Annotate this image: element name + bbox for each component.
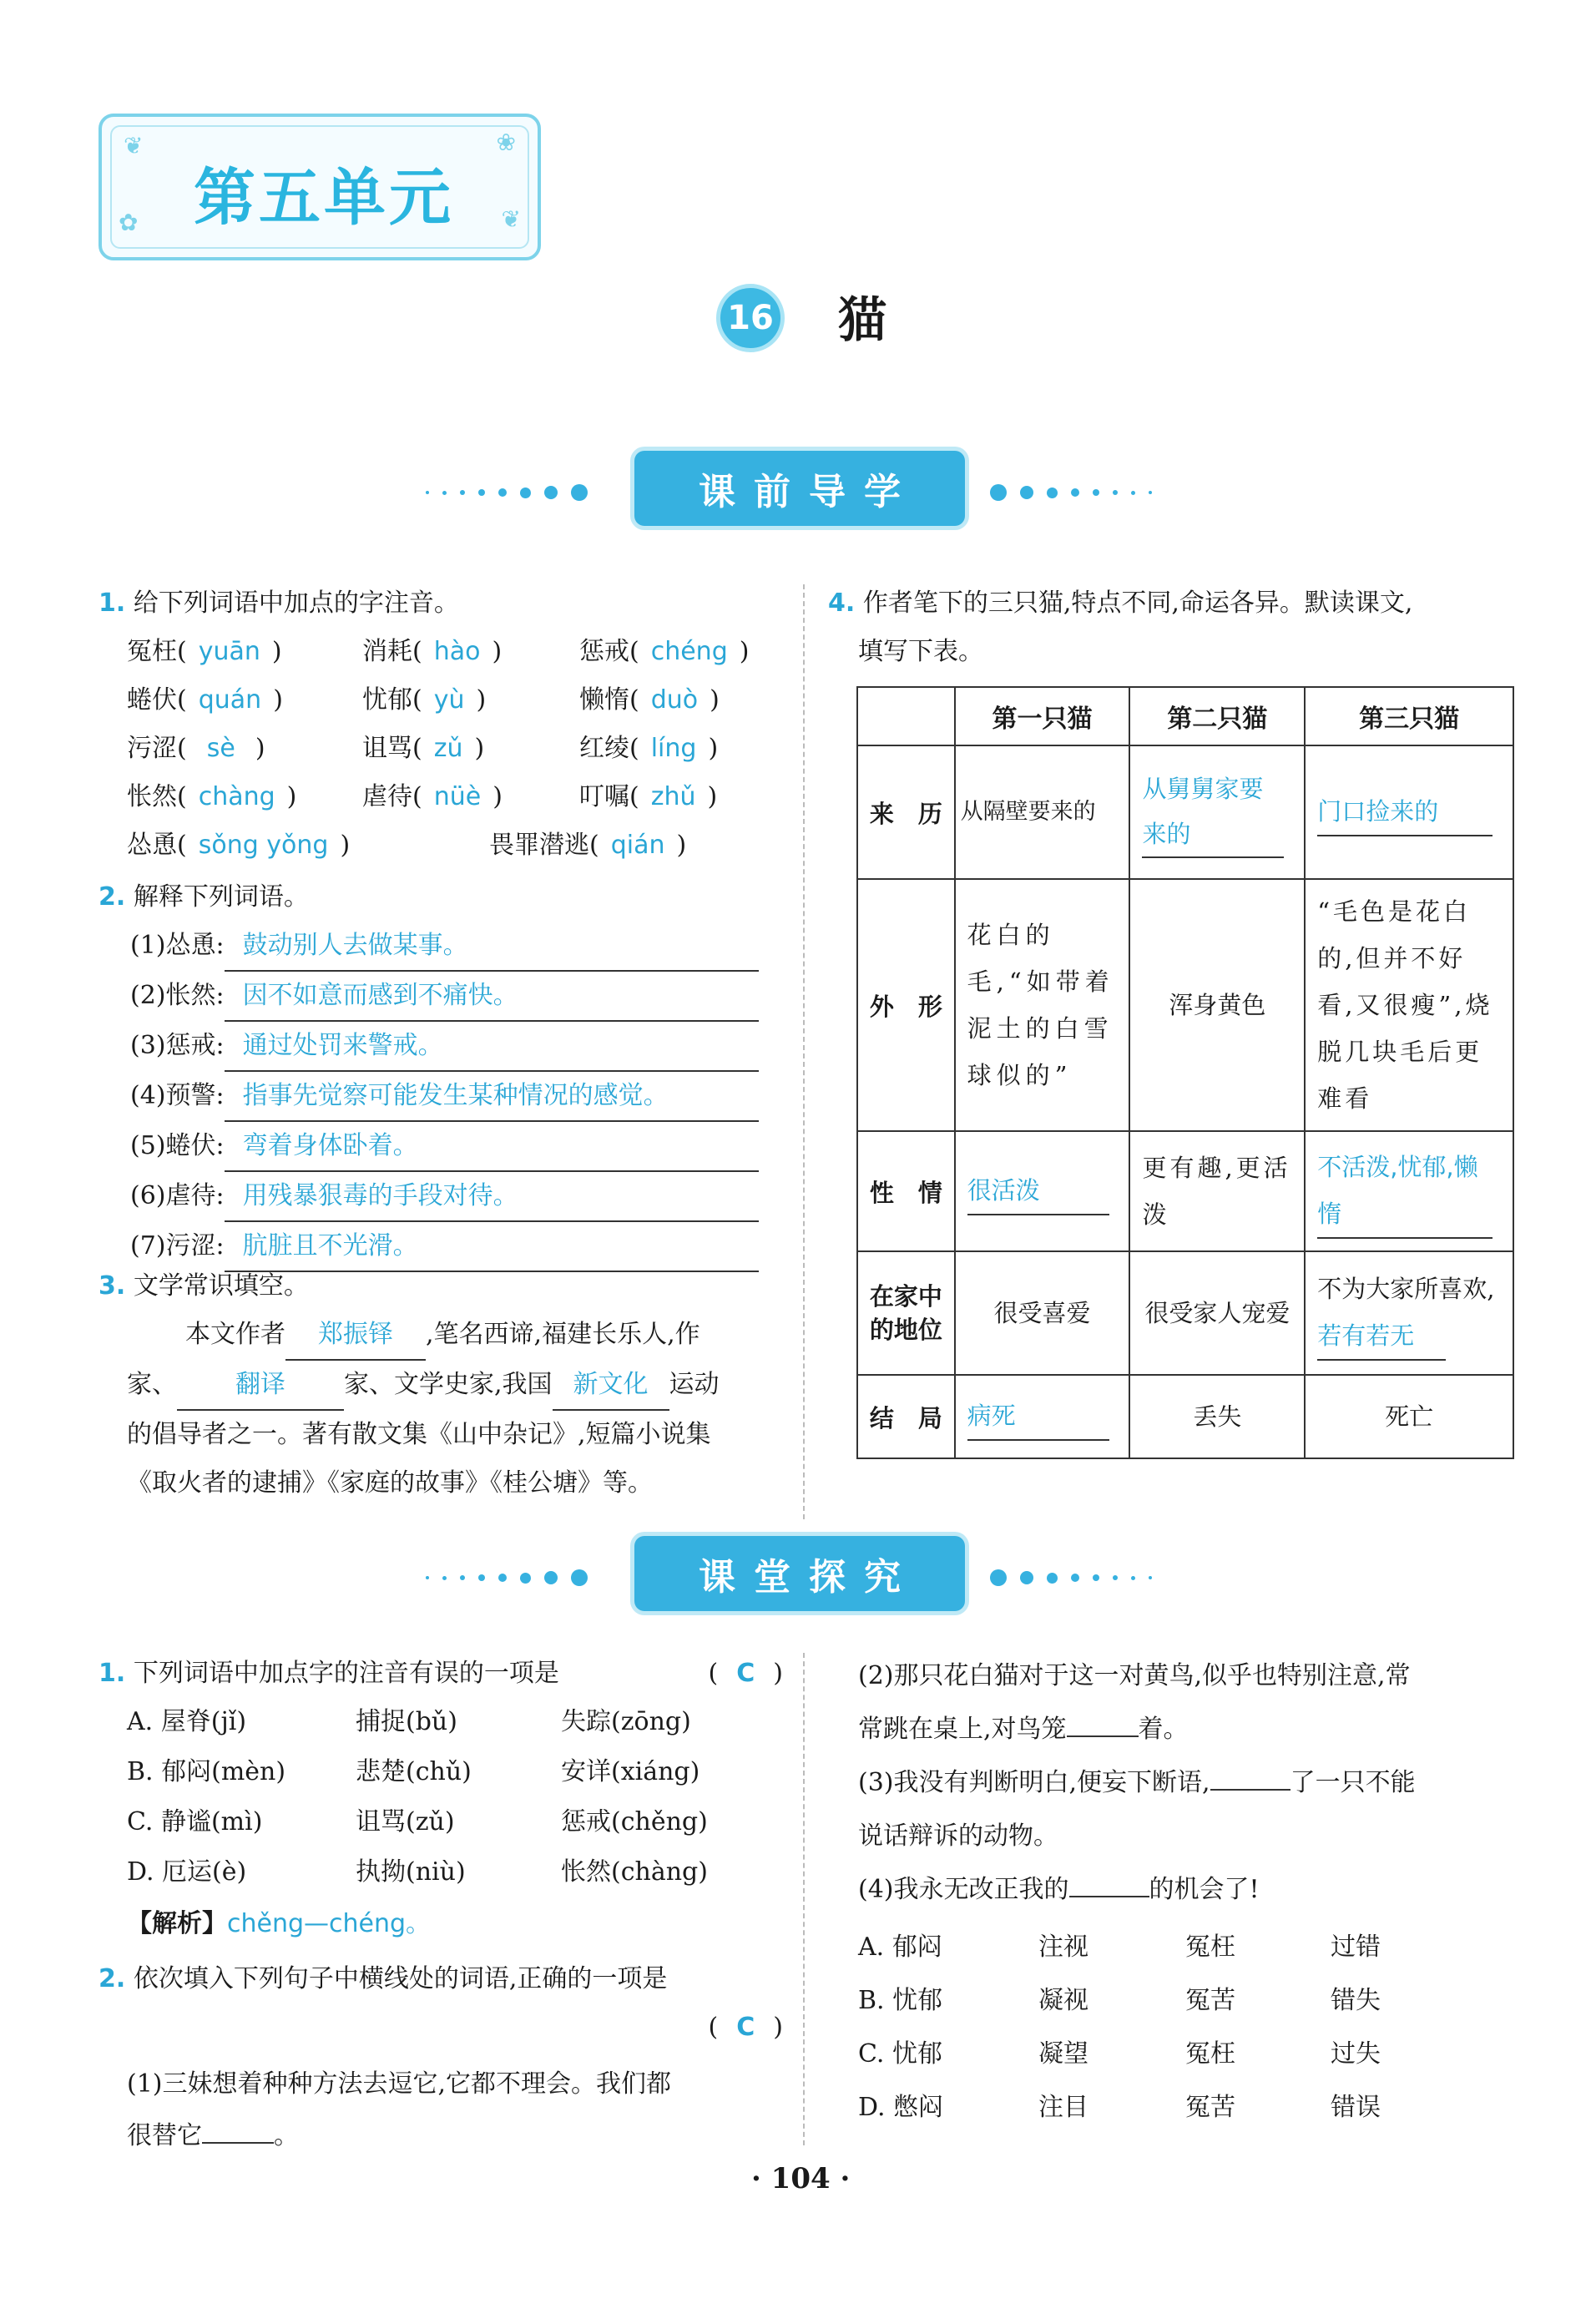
pinyin-item: 虐待( nüè )	[362, 782, 503, 811]
section-title: 课前导学	[699, 471, 919, 513]
option-row: A. 屋脊(jǐ) 捕捉(bǔ) 失踪(zōng)	[127, 1707, 691, 1736]
table-row: 来 历 从隔壁要来的 从舅舅家要来的 门口捡来的	[857, 745, 1513, 879]
leaf-decoration-icon: ❀	[496, 129, 516, 156]
section-title-bar	[634, 451, 965, 526]
option-row: B. 郁闷(mèn) 悲楚(chǔ) 安详(xiáng)	[127, 1757, 700, 1786]
unit-banner	[98, 114, 541, 260]
pinyin-item: 怂恿( sǒng yǒng )	[127, 831, 351, 860]
option-row: A. 郁闷 注视 冤枉 过错	[858, 1932, 1381, 1962]
lesson-title: 猫	[838, 291, 887, 348]
option-row: B. 忧郁 凝视 冤苦 错失	[858, 1986, 1381, 2015]
pinyin-item: 懒惰( duò )	[579, 685, 720, 715]
definition-item: (1)怂恿: 鼓动别人去做某事。	[130, 922, 781, 972]
section-banner-classroom	[426, 1536, 1165, 1611]
option-row: D. 厄运(è) 执拗(niù) 怅然(chàng)	[127, 1857, 708, 1887]
definition-item: (3)惩戒: 通过处罚来警戒。	[130, 1022, 781, 1072]
c2-sentence-1: (1)三妹想着种种方法去逗它,它都不理会。我们都 很替它 。	[127, 2069, 672, 2150]
section-title-bar	[634, 1536, 965, 1611]
definition-item: (6)虐待: 用残暴狠毒的手段对待。	[130, 1172, 781, 1222]
definition-item: (2)怅然: 因不如意而感到不痛快。	[130, 972, 781, 1022]
table-header: 第一只猫	[955, 687, 1130, 745]
page-number: · 104 ·	[751, 2162, 851, 2195]
pinyin-item: 冤枉( yuān )	[127, 637, 282, 666]
c2-sentences: (2)那只花白猫对于这一对黄鸟,似乎也特别注意,常 常跳在桌上,对鸟笼 着。 (3)我没有判断明白,便妄下断语, 了一只不能 说话辩诉的动物。 (4)我永无改正我的 的机会了!	[858, 1661, 1416, 1904]
table-row: 在家中的地位 很受喜爱 很受家人宠爱 不为大家所喜欢,若有若无	[857, 1251, 1513, 1375]
q1-prompt	[98, 579, 459, 628]
definition-item: (7)污涩: 肮脏且不光滑。	[130, 1222, 781, 1272]
option-row: C. 忧郁 凝望 冤枉 过失	[858, 2039, 1381, 2069]
pinyin-item: 污涩( sè )	[127, 734, 265, 763]
dots-decoration	[426, 484, 588, 501]
table-header: 第二只猫	[1129, 687, 1305, 745]
table-row: 外 形 花白的毛,“如带着泥土的白雪球似的” 浑身黄色 “毛色是花白的,但并不好看,又很瘦”,烧脱几块毛后更难看	[857, 879, 1513, 1131]
option-row: C. 静谧(mì) 诅骂(zǔ) 惩戒(chěng)	[127, 1807, 708, 1836]
c1-prompt: 1. 下列词语中加点字的注音有误的一项是 ( C )	[98, 1659, 783, 1688]
dots-decoration	[426, 1569, 588, 1586]
cats-comparison-table	[856, 686, 1514, 1459]
leaf-decoration-icon: ✿	[119, 209, 139, 236]
table-header: 第三只猫	[1305, 687, 1513, 745]
c1-options	[127, 1698, 795, 1898]
section-title: 课堂探究	[699, 1556, 919, 1599]
dots-decoration	[990, 484, 1152, 501]
definition-item: (5)蜷伏: 弯着身体卧着。	[130, 1122, 781, 1172]
leaf-decoration-icon: ❦	[124, 132, 144, 159]
q3-prompt: 3. 文学常识填空。	[98, 1271, 309, 1301]
section-banner-preview	[426, 451, 1165, 526]
pinyin-item: 消耗( hào )	[362, 637, 503, 666]
pinyin-item: 怅然( chàng )	[127, 782, 297, 811]
column-divider	[803, 1653, 805, 2145]
pinyin-item: 叮嘱( zhǔ )	[579, 782, 718, 811]
pinyin-item: 惩戒( chéng )	[579, 637, 750, 666]
option-row: D. 憋闷 注目 冤苦 错误	[858, 2093, 1381, 2122]
column-divider	[803, 584, 805, 1519]
q4-prompt: 4. 作者笔下的三只猫,特点不同,命运各异。默读课文, 填写下表。	[828, 589, 1413, 666]
c1-analysis: 【解析】chěng—chéng。	[127, 1909, 432, 1938]
pinyin-item: 诅骂( zǔ )	[362, 734, 485, 763]
pinyin-item: 畏罪潜逃( qián )	[489, 831, 687, 860]
lesson-number-badge: 16	[716, 284, 785, 352]
unit-title: 第五单元	[194, 162, 454, 234]
dots-decoration	[990, 1569, 1152, 1586]
q3-body: 本文作者 郑振铎 ,笔名西谛,福建长乐人,作 家、 翻译 家、文学史家,我国 新文化 运动 的倡导者之一。著有散文集《山中杂记》,短篇小说集 《取火者的逮捕》《家庭的故事》《桂公塘》等。	[127, 1311, 795, 1508]
question-text: 给下列词语中加点的字注音。	[133, 589, 459, 618]
table-row: 结 局 病死 丢失 死亡	[857, 1375, 1513, 1458]
c2-options	[858, 1923, 1518, 2137]
pinyin-item: 红绫( líng )	[579, 734, 719, 763]
definition-item: (4)预警: 指事先觉察可能发生某种情况的感觉。	[130, 1072, 781, 1122]
c2-prompt: 2. 依次填入下列句子中横线处的词语,正确的一项是 ( C )	[98, 1964, 783, 2042]
pinyin-item: 忧郁( yù )	[362, 685, 487, 715]
leaf-decoration-icon: ❦	[501, 205, 521, 233]
q2-items	[130, 922, 781, 1272]
pinyin-item: 蜷伏( quán )	[127, 685, 283, 715]
q2-prompt: 2. 解释下列词语。	[98, 882, 309, 912]
table-corner	[857, 687, 955, 745]
table-row: 性 情 很活泼 更有趣,更活泼 不活泼,忧郁,懒惰	[857, 1131, 1513, 1251]
question-number: 1.	[98, 589, 126, 618]
